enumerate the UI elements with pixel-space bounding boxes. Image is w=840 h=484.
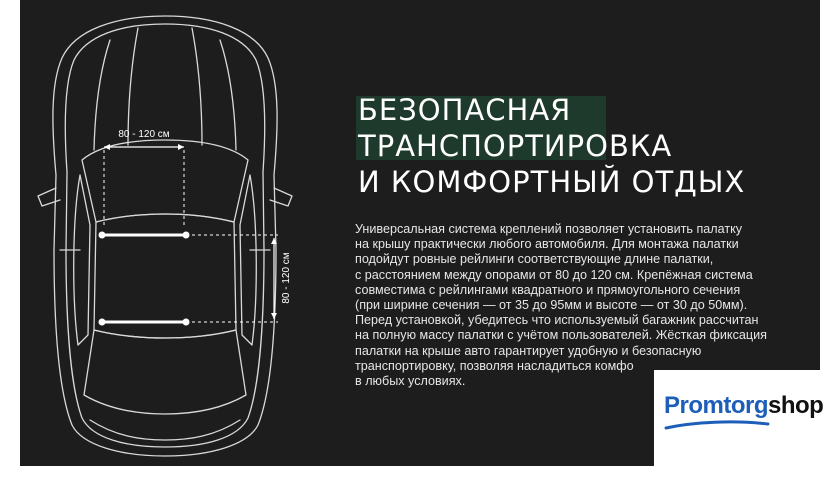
description-line: палатки на крыше авто гарантирует удобную и безопасную	[355, 343, 702, 358]
windshield-outline	[82, 140, 248, 222]
description-line: Перед установкой, убедитесь что используемый багажник рассчитан	[355, 313, 759, 328]
description	[355, 222, 815, 389]
description-line: в любых условиях.	[355, 374, 466, 389]
logo-wordmark	[664, 392, 823, 420]
rear-window-outline	[84, 330, 246, 414]
description-line: транспортировку, позволяя насладиться комфо	[355, 358, 634, 373]
logo-part-promtorg: Promtorg	[664, 392, 768, 419]
description-line: с расстоянием между опорами от 80 до 120 см. Крепёжная система	[355, 267, 753, 282]
description-line: на крышу практически любого автомобиля. Для монтажа палатки	[355, 237, 739, 252]
headline	[358, 92, 818, 200]
logo-swoosh-icon	[664, 418, 774, 432]
top-dimension-label: 80 - 120 см	[118, 129, 170, 140]
description-line: подойдут ровные рейлинги соответствующие длине палатки,	[355, 252, 714, 267]
description-line: на полную массу палатки с учётом пользователей. Жёсткая фиксация	[355, 328, 767, 343]
description-line: (при ширине сечения — от 35 до 95мм и высоте — от 30 до 50мм).	[355, 298, 748, 313]
headline-line: И КОМФОРТНЫЙ ОТДЫХ	[358, 165, 746, 199]
description-line: совместима с рейлингами квадратного и прямоугольного сечения	[355, 282, 741, 297]
promtorgshop-logo[interactable]	[654, 370, 840, 484]
logo-part-shop: shop	[768, 392, 824, 419]
headline-line: ТРАНСПОРТИРОВКА	[358, 129, 673, 163]
headline-line: БЕЗОПАСНАЯ	[358, 93, 572, 127]
car-top-view-icon	[20, 0, 340, 466]
description-line: Универсальная система креплений позволяет установить палатку	[355, 222, 743, 236]
side-dimension-label: 80 - 120 см	[281, 252, 292, 304]
car-illustration	[20, 0, 340, 466]
roof-outline	[94, 214, 236, 338]
